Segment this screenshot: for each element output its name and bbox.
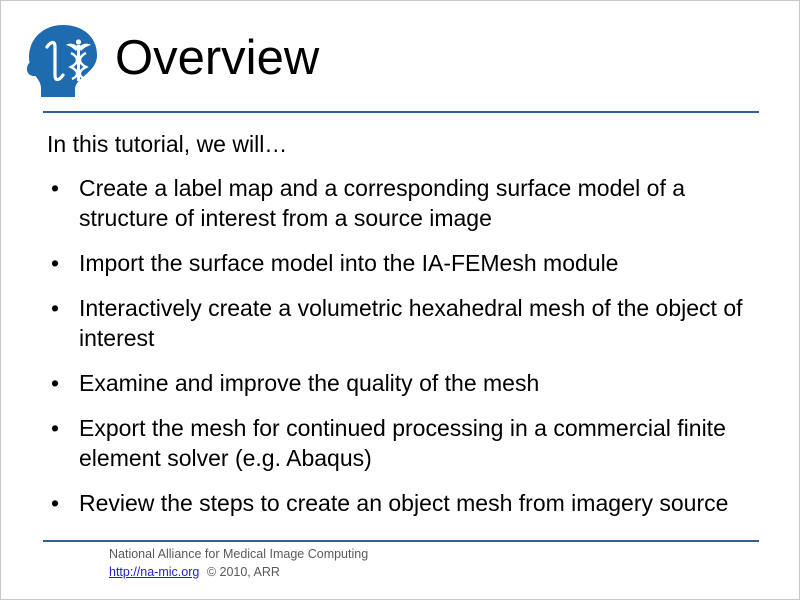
caduceus-head-logo-icon <box>23 23 103 101</box>
slide-footer <box>109 546 368 581</box>
header-divider <box>43 111 759 113</box>
list-item <box>45 488 761 518</box>
list-item <box>45 248 761 278</box>
bullet-marker-icon: • <box>51 490 60 516</box>
footer-copyright: © 2010, ARR <box>206 565 280 579</box>
page-title: Overview <box>115 31 320 85</box>
footer-divider <box>43 540 759 542</box>
bullet-marker-icon: • <box>51 370 60 396</box>
bullet-marker-icon: • <box>51 250 60 276</box>
list-item-label: Interactively create a volumetric hexahedral mesh of the object of interest <box>79 295 743 351</box>
list-item-label: Export the mesh for continued processing in a commercial finite element solver (e.g. Abaqus) <box>79 415 726 471</box>
bullet-list <box>45 173 761 518</box>
list-item-label: Create a label map and a corresponding surface model of a structure of interest from a source image <box>79 175 686 231</box>
list-item-label: Examine and improve the quality of the mesh <box>79 370 540 396</box>
bullet-marker-icon: • <box>51 415 60 441</box>
list-item-label: Review the steps to create an object mesh from imagery source <box>79 490 729 516</box>
list-item <box>45 293 761 353</box>
slide-body <box>45 129 761 533</box>
slide-header <box>1 1 800 113</box>
intro-text: In this tutorial, we will… <box>47 131 288 157</box>
bullet-marker-icon: • <box>51 175 60 201</box>
footer-link[interactable]: http://na-mic.org <box>109 565 200 579</box>
list-item <box>45 173 761 233</box>
bullet-marker-icon: • <box>51 295 60 321</box>
list-item <box>45 368 761 398</box>
list-item-label: Import the surface model into the IA-FEMesh module <box>79 250 619 276</box>
list-item <box>45 413 761 473</box>
footer-organization: National Alliance for Medical Image Computing <box>109 547 369 561</box>
